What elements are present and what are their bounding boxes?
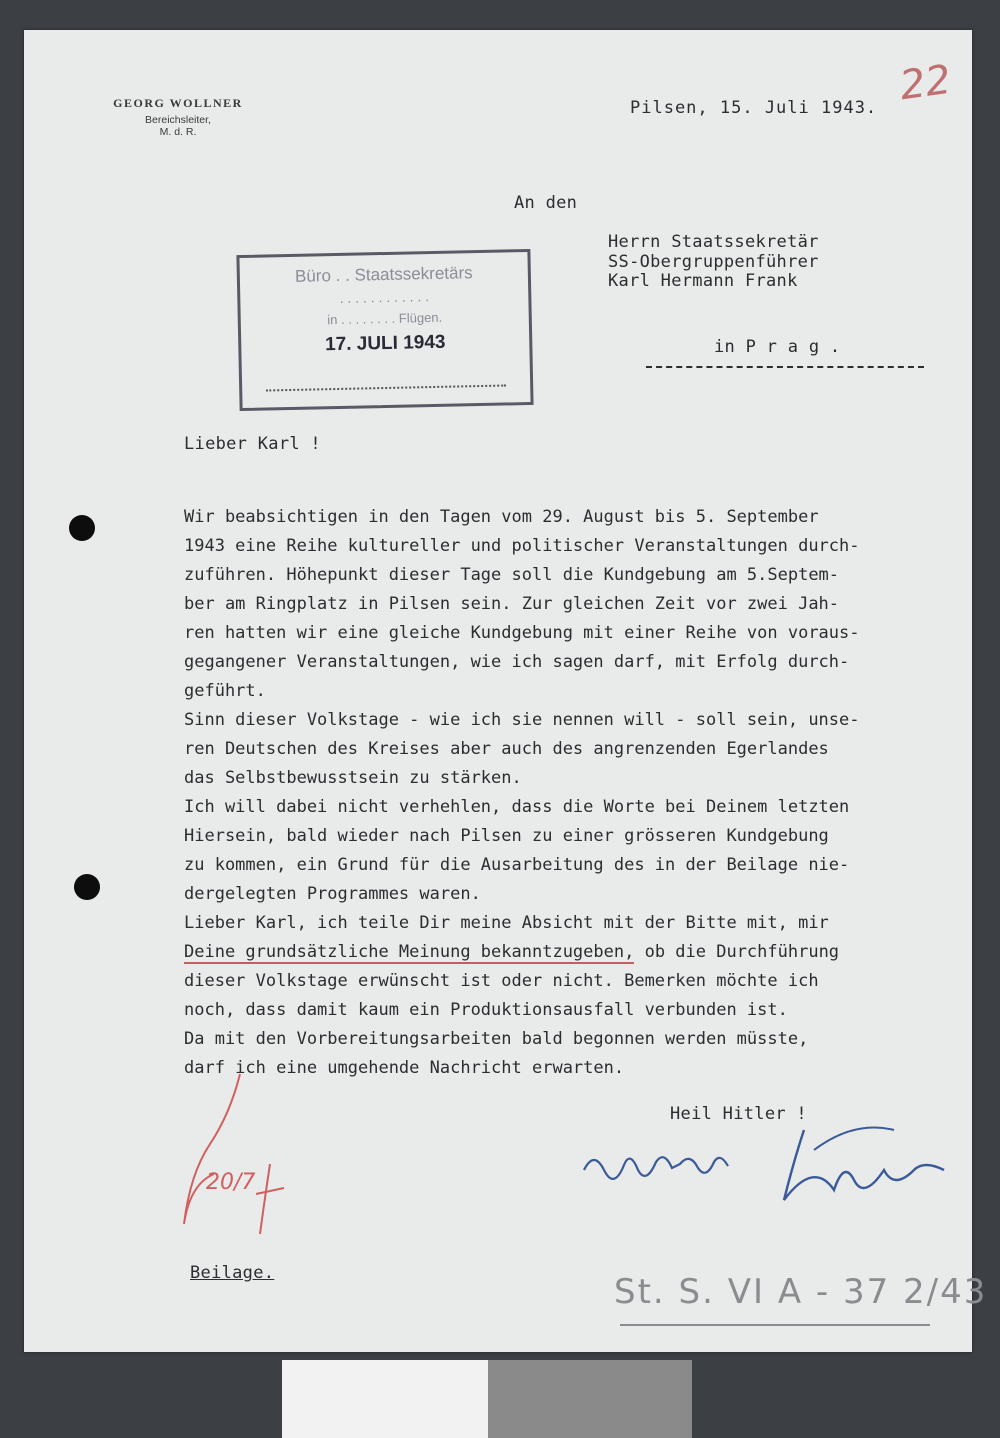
body-line: zuführen. Höhepunkt dieser Tage soll die Kundgebung am 5.Septem- (184, 565, 840, 585)
stamp-line1: Büro . . Staatssekretärs (294, 263, 473, 286)
recipient-line2: SS-Obergruppenführer (608, 252, 819, 272)
body-line: geführt. (184, 681, 266, 701)
stamp-date: 17. JULI 1943 (324, 331, 446, 356)
stamp-dotted-line (266, 384, 506, 391)
underlined-phrase: Deine grundsätzliche Meinung bekanntzugeben, (184, 942, 635, 962)
page-number-handwritten: 22 (897, 56, 954, 110)
body-line: darf ich eine umgehende Nachricht erwarten. (184, 1058, 625, 1078)
stamp-line3: in . . . . . . . . Flügen. (327, 309, 443, 328)
punch-hole-lower (74, 874, 100, 900)
body-line: Ich will dabei nicht verhehlen, dass die Worte bei Deinem letzten (184, 797, 850, 817)
body-line: ber am Ringplatz in Pilsen sein. Zur gleichen Zeit vor zwei Jah- (184, 594, 840, 614)
enclosure-note: Beilage. (190, 1263, 275, 1283)
letterhead-subtitle: M. d. R. (159, 126, 197, 138)
body-line: noch, dass damit kaum ein Produktionsausfall verbunden ist. (184, 1000, 788, 1020)
body-line: dergelegten Programmes waren. (184, 884, 481, 904)
stamp-line2: . . . . . . . . . . . . (339, 288, 430, 306)
body-line: Lieber Karl, ich teile Dir meine Absicht mit der Bitte mit, mir (184, 913, 829, 933)
body-line: ren hatten wir eine gleiche Kundgebung mit einer Reihe von voraus- (184, 623, 860, 643)
body-line-rest: ob die Durchführung (634, 942, 840, 962)
reference-number: St. S. VI A - 37 2/43 (614, 1272, 988, 1312)
color-calibration-white (282, 1360, 488, 1438)
body-line: ren Deutschen des Kreises aber auch des angrenzenden Egerlandes (184, 739, 829, 759)
signature-image (564, 1110, 964, 1220)
dateline: Pilsen, 15. Juli 1943. (630, 98, 878, 118)
letterhead-title: Bereichsleiter, (145, 114, 211, 126)
salutation: Lieber Karl ! (184, 434, 321, 454)
reference-underline (620, 1324, 930, 1326)
red-pencil-mark (170, 1064, 300, 1244)
recipient-line3: Karl Hermann Frank (608, 271, 798, 291)
letter-page (24, 30, 988, 1352)
body-line: dieser Volkstage erwünscht ist oder nicht. Bemerken möchte ich (184, 971, 819, 991)
city-underline (646, 366, 924, 368)
body-line: gegangener Veranstaltungen, wie ich sagen darf, mit Erfolg durch- (184, 652, 850, 672)
body-line: zu kommen, ein Grund für die Ausarbeitung des in der Beilage nie- (184, 855, 850, 875)
body-line: Hiersein, bald wieder nach Pilsen zu einer grösseren Kundgebung (184, 826, 829, 846)
recipient-intro: An den (514, 193, 578, 213)
punch-hole-upper (69, 515, 95, 541)
letterhead-name: GEORG WOLLNER (113, 96, 243, 110)
received-stamp (236, 249, 533, 411)
letter-body (184, 503, 964, 1083)
body-line: 1943 eine Reihe kultureller und politischer Veranstaltungen durch- (184, 536, 860, 556)
recipient-line1: Herrn Staatssekretär (608, 232, 819, 252)
body-line: das Selbstbewusstsein zu stärken. (184, 768, 522, 788)
red-mark-text: 20/7 (206, 1170, 256, 1195)
body-line-underlined (184, 938, 964, 967)
color-calibration-gray (488, 1360, 692, 1438)
body-line: Da mit den Vorbereitungsarbeiten bald begonnen werden müsste, (184, 1029, 809, 1049)
body-line: Wir beabsichtigen in den Tagen vom 29. August bis 5. September (184, 507, 819, 527)
body-line: Sinn dieser Volkstage - wie ich sie nennen will - soll sein, unse- (184, 710, 860, 730)
closing: Heil Hitler ! (670, 1104, 807, 1124)
recipient-city: in P r a g . (714, 337, 841, 357)
